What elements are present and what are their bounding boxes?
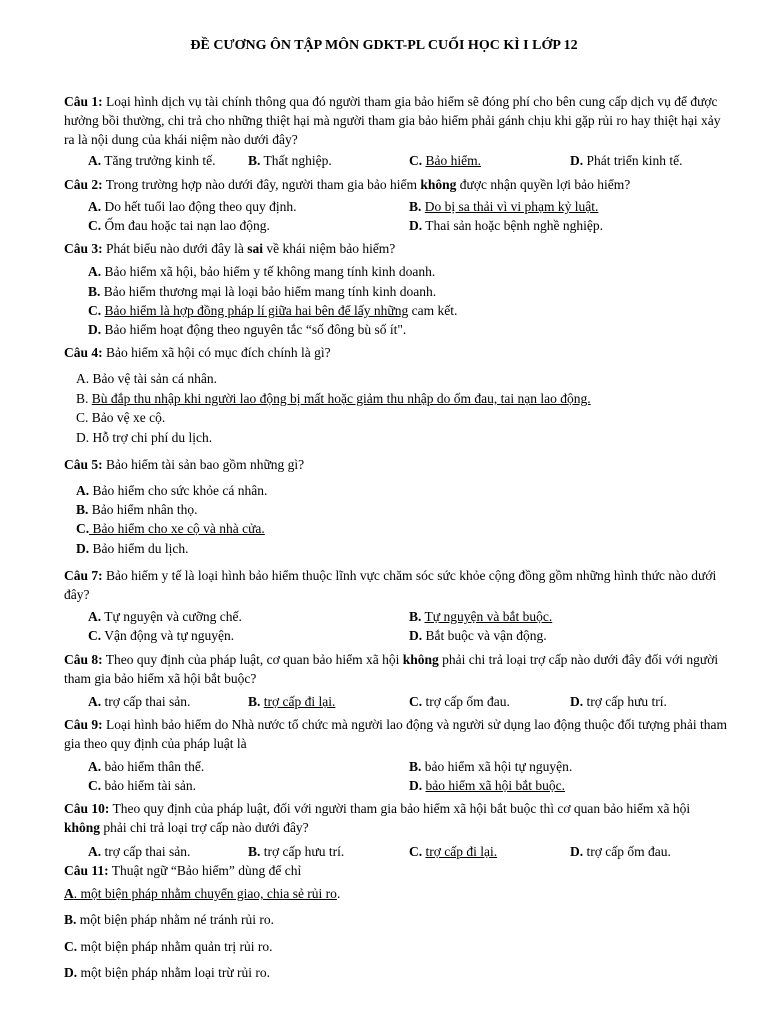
option-d: D. Bảo hiểm hoạt động theo nguyên tắc “số đông bù số ít". xyxy=(88,322,407,337)
option-a: A. Bảo hiểm cho sức khỏe cá nhân. xyxy=(76,483,268,498)
option-c: C. Bảo hiểm cho xe cộ và nhà cửa. xyxy=(76,521,265,536)
page-title: ĐỀ CƯƠNG ÔN TẬP MÔN GDKT-PL CUỐI HỌC KÌ I LỚP 12 xyxy=(190,38,578,53)
option-c: C. Bảo vệ xe cộ. xyxy=(76,410,166,425)
option-b: B. bảo hiểm xã hội tự nguyện. xyxy=(409,759,573,774)
option-c: C. Ốm đau hoặc tai nạn lao động. xyxy=(88,218,270,233)
option-d: D. trợ cấp hưu trí. xyxy=(570,694,667,709)
question-9: Câu 9: Loại hình bảo hiểm do Nhà nước tổ chức mà người lao động và người sử dụng lao động thuộc đối tượng phải tham gia theo quy định của pháp luật là xyxy=(64,717,727,751)
option-c: C. Bảo hiểm là hợp đồng pháp lí giữa hai bên để lấy những cam kết. xyxy=(88,303,458,318)
question-text: Loại hình dịch vụ tài chính thông qua đó người tham gia bảo hiểm sẽ đóng phí cho bên cung cấp dịch vụ để được hưởng bồi thường, chi trả cho những thiệt hại mà người tham gia bảo hiểm phải gánh chịu khi gặp rủi ro hay thiệt hại xảy ra là nội dung của khái niệm nào dưới đây? xyxy=(64,94,721,147)
option-a: A. bảo hiểm thân thể. xyxy=(88,759,205,774)
option-b: B. trợ cấp đi lại. xyxy=(248,694,336,709)
option-a: A. Bảo hiểm xã hội, bảo hiểm y tế không mang tính kinh doanh. xyxy=(88,264,436,279)
option-b: B. Tự nguyện và bắt buộc. xyxy=(409,609,553,624)
question-1 xyxy=(64,92,728,149)
answer-row xyxy=(88,607,728,626)
option-b: B. Bảo hiểm thương mại là loại bảo hiểm mang tính kinh doanh. xyxy=(88,284,437,299)
option-d: D. Bắt buộc và vận động. xyxy=(409,628,547,643)
option-a: A. một biện pháp nhằm chuyển giao, chia sẻ rủi ro. xyxy=(64,886,341,901)
option-d: D. Phát triển kinh tế. xyxy=(570,153,683,168)
option-b: B. một biện pháp nhằm né tránh rủi ro. xyxy=(64,912,274,927)
answer-row xyxy=(88,776,728,795)
option-a: A. Tăng trưởng kinh tế. xyxy=(88,153,216,168)
question-11: Câu 11: Thuật ngữ “Bảo hiểm” dùng để chỉ xyxy=(64,863,302,878)
option-d: D. Thai sản hoặc bệnh nghề nghiệp. xyxy=(409,218,603,233)
question-8: Câu 8: Theo quy định của pháp luật, cơ quan bảo hiểm xã hội không phải chi trả loại trợ cấp nào dưới đây đối với người tham gia bảo hiểm xã hội bắt buộc? xyxy=(64,652,719,686)
option-c: C. Bảo hiểm. xyxy=(409,153,481,168)
option-b: B. Do bị sa thải vì vi phạm kỷ luật. xyxy=(409,199,599,214)
question-10: Câu 10: Theo quy định của pháp luật, đối với người tham gia bảo hiểm xã hội bắt buộc thì cơ quan bảo hiểm xã hội không phải chi trả loại trợ cấp nào dưới đây? xyxy=(64,801,691,835)
answer-row xyxy=(88,216,728,235)
question-5: Câu 5: Bảo hiểm tài sản bao gồm những gì? xyxy=(64,457,305,472)
question-4: Câu 4: Bảo hiểm xã hội có mục đích chính là gì? xyxy=(64,345,331,360)
option-a: A. trợ cấp thai sản. xyxy=(88,694,191,709)
question-7: Câu 7: Bảo hiểm y tế là loại hình bảo hiểm thuộc lĩnh vực chăm sóc sức khỏe cộng đồng gồm những hình thức nào dưới đây? xyxy=(64,568,717,602)
answer-row xyxy=(88,151,728,170)
option-b: B. trợ cấp hưu trí. xyxy=(248,844,345,859)
answer-row xyxy=(88,757,728,776)
option-b: B. Bảo hiểm nhân thọ. xyxy=(76,502,198,517)
option-a: A. Bảo vệ tài sản cá nhân. xyxy=(76,371,217,386)
option-c: C. một biện pháp nhằm quản trị rủi ro. xyxy=(64,939,273,954)
option-b: B. Thất nghiệp. xyxy=(248,153,332,168)
answer-row xyxy=(88,842,728,861)
option-a: A. Tự nguyện và cưỡng chế. xyxy=(88,609,242,624)
option-a: A. trợ cấp thai sản. xyxy=(88,844,191,859)
answer-row xyxy=(88,626,728,645)
option-d: D. Hỗ trợ chi phí du lịch. xyxy=(76,430,213,445)
option-c: C. trợ cấp đi lại. xyxy=(409,844,498,859)
question-2: Câu 2: Trong trường hợp nào dưới đây, người tham gia bảo hiểm không được nhận quyền lợi bảo hiểm? xyxy=(64,177,631,192)
option-c: C. trợ cấp ốm đau. xyxy=(409,694,510,709)
question-number: Câu 1: xyxy=(64,94,103,109)
option-c: C. Vận động và tự nguyện. xyxy=(88,628,235,643)
option-d: D. bảo hiểm xã hội bắt buộc. xyxy=(409,778,565,793)
answer-row xyxy=(88,197,728,216)
question-3: Câu 3: Phát biểu nào dưới đây là sai về khái niệm bảo hiểm? xyxy=(64,241,396,256)
option-c: C. bảo hiểm tài sản. xyxy=(88,778,196,793)
option-d: D. trợ cấp ốm đau. xyxy=(570,844,671,859)
option-a: A. Do hết tuổi lao động theo quy định. xyxy=(88,199,297,214)
answer-row xyxy=(88,692,728,711)
option-d: D. một biện pháp nhằm loại trừ rủi ro. xyxy=(64,965,271,980)
option-d: D. Bảo hiểm du lịch. xyxy=(76,541,189,556)
option-b: B. Bù đắp thu nhập khi người lao động bị mất hoặc giảm thu nhập do ốm đau, tai nạn lao động. xyxy=(76,391,591,406)
